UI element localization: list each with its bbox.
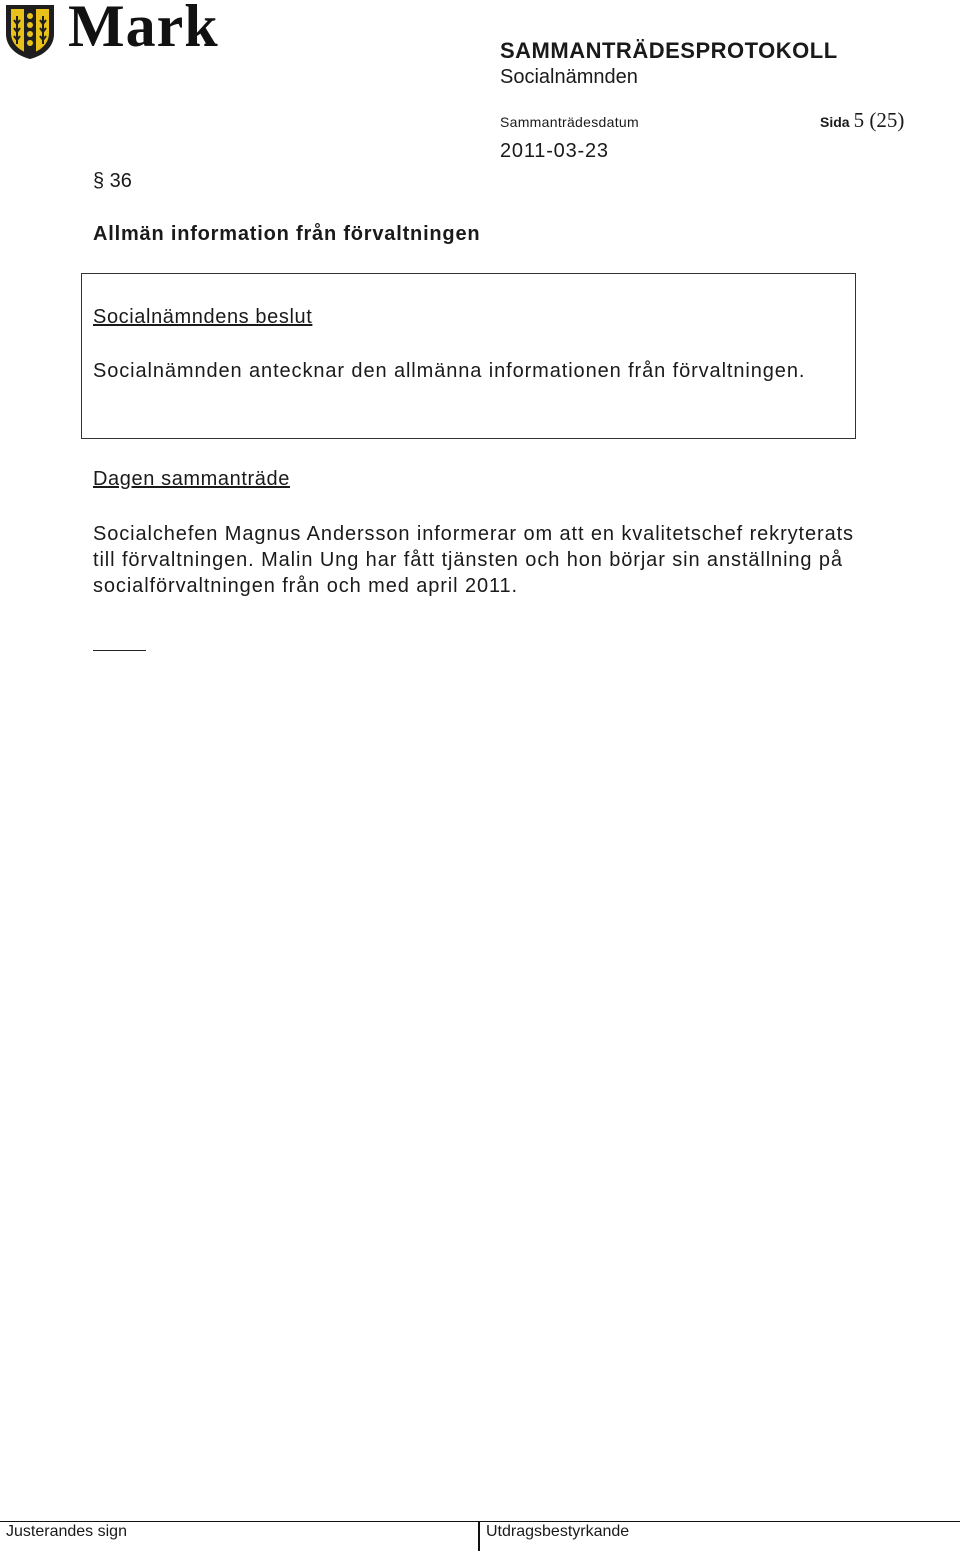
page-label: Sida [820,114,850,130]
footer-utdragsbestyrkande: Utdragsbestyrkande [486,1523,630,1540]
logo-wordmark: Mark [68,0,219,59]
municipality-logo [2,2,234,60]
committee-name: Socialnämnden [500,66,638,88]
page-number: 5 (25) [853,108,905,132]
footer-rule [0,1521,960,1522]
document-type: SAMMANTRÄDESPROTOKOLL [500,38,838,63]
item-title: Allmän information från förvaltningen [93,223,481,245]
footer-justerandes-sign: Justerandes sign [6,1523,127,1540]
meeting-text: Socialchefen Magnus Andersson informerar om att en kvalitetschef rekryterats till förvaltningen. Malin Ung har fått tjänsten och hon börjar sin anställning på socialförvaltningen från och med april 2011. [93,523,854,597]
page-indicator [820,108,904,133]
decision-heading: Socialnämndens beslut [93,306,313,328]
footer-divider [478,1521,480,1551]
meeting-date-label: Sammanträdesdatum [500,114,639,130]
decision-box [81,273,856,439]
decision-text: Socialnämnden antecknar den allmänna informationen från förvaltningen. [93,360,806,382]
paragraph-number: § 36 [93,170,132,192]
meeting-heading: Dagen sammanträde [93,468,290,490]
end-of-item-rule [93,650,146,651]
meeting-date: 2011-03-23 [500,140,609,162]
coat-of-arms-icon [2,2,58,60]
